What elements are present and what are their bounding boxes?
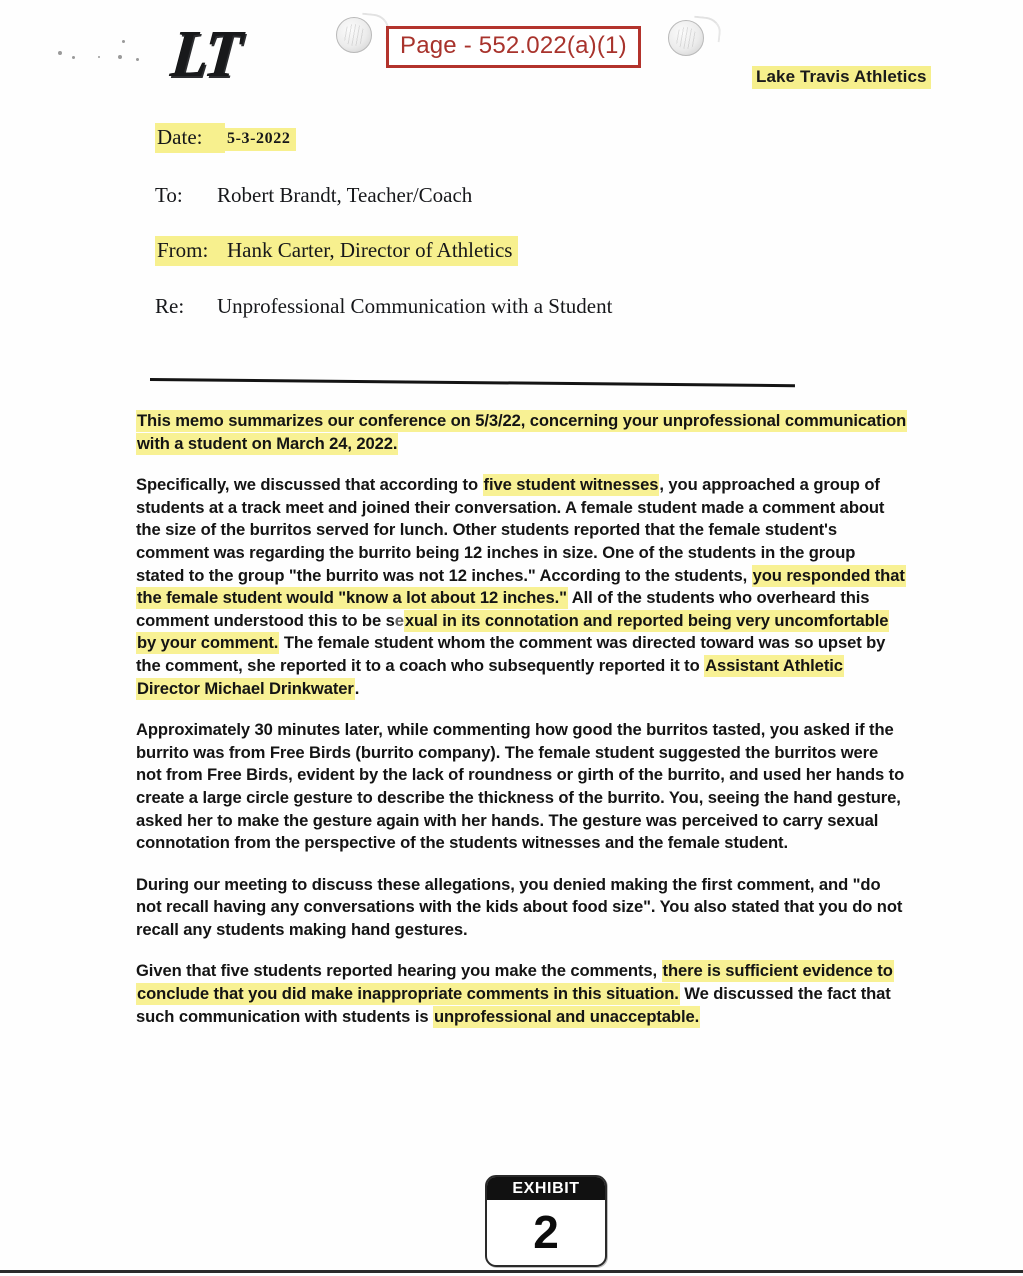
memo-header-fields	[155, 123, 795, 319]
body-text: All of the students who overheard this comment understood this to be s	[136, 588, 870, 630]
faded-scan-character: e	[394, 610, 404, 630]
scan-speck	[58, 51, 62, 55]
memo-field-from-label: From:	[155, 236, 225, 266]
scan-speck	[122, 40, 125, 43]
scan-speck	[98, 56, 100, 58]
memo-field-to-value: Robert Brandt, Teacher/Coach	[217, 183, 473, 207]
memo-field-to-label: To:	[155, 183, 183, 207]
highlighted-text: there is sufficient evidence to conclude that you did make inappropriate comments in this situation.	[137, 961, 893, 1004]
memo-field-re-label: Re:	[155, 294, 185, 318]
body-text: .	[354, 678, 360, 698]
body-text: The female student whom the comment was directed toward was so upset by the comment, she reported it to a coach who subsequently reported it to	[136, 633, 886, 675]
hole-punch-artifact	[668, 20, 704, 56]
body-paragraph-5	[136, 960, 908, 1028]
body-paragraph-3: Approximately 30 minutes later, while commenting how good the burritos tasted, you asked if the burrito was from Free Birds (burrito company). The female student suggested the burritos were not from Free Birds, evident by the lack of roundness or girth of the burrito, and used her hands to create a large circle gesture to describe the thickness of the burrito. You, seeing the hand gesture, asked her to make the gesture again with her hands. The gesture was perceived to carry sexual connotation from the perspective of the students witnesses and the female student.	[136, 720, 905, 853]
exhibit-stamp	[485, 1175, 607, 1267]
hole-punch-shading	[343, 24, 365, 46]
exhibit-stamp-heading: EXHIBIT	[487, 1177, 605, 1200]
memo-field-to	[155, 183, 795, 208]
body-paragraph-1	[136, 410, 908, 455]
scan-speck	[136, 58, 139, 61]
body-text: , you approached a group of students at a track meet and joined their conversation. A female student made a comment about the size of the burritos served for lunch. Other students reported that the female student's comment was regarding the burrito being 12 inches in size. One of the students in the group stated to the group "the burrito was not 12 inches." According to the students,	[136, 475, 885, 585]
organization-name: Lake Travis Athletics	[752, 66, 931, 89]
memo-field-date-value: 5-3-2022	[225, 128, 296, 151]
highlighted-text: This memo summarizes our conference on 5/3/22, concerning your unprofessional communication with a student on March 24, 2022.	[137, 411, 907, 453]
body-paragraph-2	[136, 474, 908, 700]
lake-travis-lt-logo	[168, 16, 272, 91]
horizontal-divider-rule	[150, 378, 795, 387]
lt-logo-text: LT	[168, 16, 243, 91]
hole-punch-artifact	[336, 17, 372, 53]
body-paragraph-4: During our meeting to discuss these allegations, you denied making the first comment, and "do not recall having any conversations with the kids about food size". You also stated that you do not recall any students making hand gestures.	[136, 874, 903, 939]
memo-field-from	[155, 236, 795, 266]
memo-field-date	[155, 123, 795, 153]
memo-body	[136, 410, 908, 1028]
page-number-stamp: Page - 552.022(a)(1)	[386, 26, 641, 68]
body-text: Specifically, we discussed that according to	[136, 475, 483, 495]
scan-speck	[118, 55, 122, 59]
exhibit-stamp-number: 2	[533, 1205, 559, 1258]
highlighted-text: unprofessional and unacceptable.	[433, 1006, 700, 1026]
memo-field-re	[155, 294, 795, 319]
highlighted-text: you responded that the female student would "know a lot about 12 inches."	[137, 565, 905, 608]
highlighted-text: xual in its connotation and reported being very uncomfortable by your comment.	[137, 610, 889, 653]
highlighted-text: Assistant Athletic Director Michael Drinkwater	[137, 655, 843, 698]
body-text: We discussed the fact that such communication with students is	[136, 984, 891, 1026]
page-bottom-edge	[0, 1270, 1023, 1273]
hole-punch-shading	[675, 27, 697, 49]
memo-field-from-value: Hank Carter, Director of Athletics	[225, 236, 518, 266]
body-text: Given that five students reported hearing you make the comments,	[136, 961, 662, 981]
memo-field-date-label: Date:	[155, 123, 225, 153]
scan-speck	[72, 56, 75, 59]
highlighted-text: five student witnesses	[483, 475, 659, 495]
memo-field-re-value: Unprofessional Communication with a Student	[217, 294, 613, 318]
